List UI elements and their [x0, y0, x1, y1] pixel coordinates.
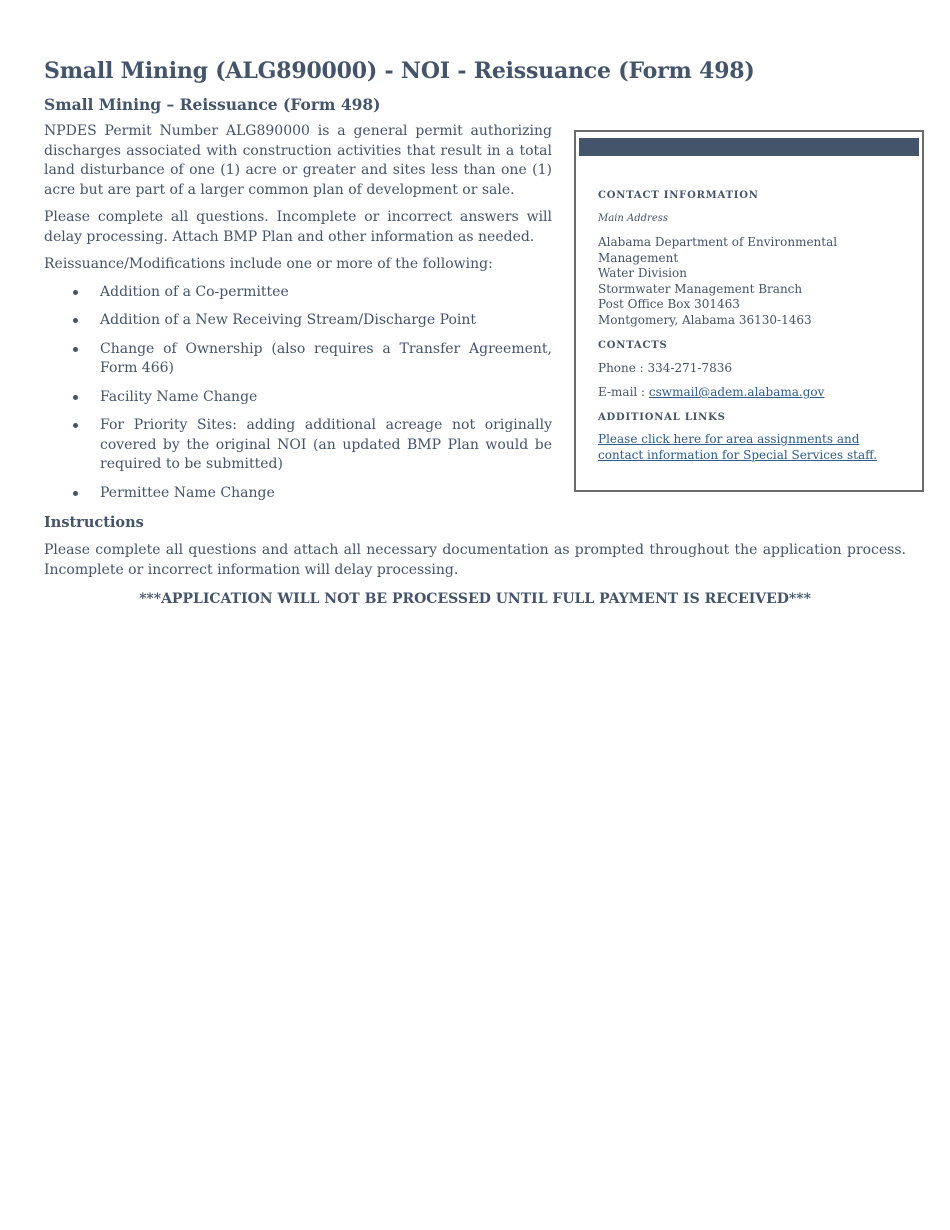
- address-line: Water Division: [598, 266, 687, 280]
- instructions-heading: Instructions: [44, 514, 144, 531]
- page-subtitle: Small Mining – Reissuance (Form 498): [44, 95, 381, 114]
- sidebar-header-bar: [579, 138, 919, 156]
- bullet-icon: [73, 347, 78, 352]
- payment-notice: ***APPLICATION WILL NOT BE PROCESSED UNTIL FULL PAYMENT IS RECEIVED***: [139, 591, 811, 607]
- list-item-text: Change of Ownership (also requires a Transfer Agreement, Form 466): [100, 340, 552, 376]
- list-item-text: Facility Name Change: [100, 388, 258, 405]
- list-item: [44, 388, 552, 408]
- list-item: [44, 416, 552, 475]
- bullet-icon: [73, 395, 78, 400]
- address-line: Alabama Department of Environmental Management: [598, 235, 838, 265]
- list-item-text: For Priority Sites: adding additional acreage not originally covered by the original NOI (an updated BMP Plan would be required to be submitted): [100, 417, 552, 472]
- main-address-label: Main Address: [598, 212, 669, 224]
- page-title: Small Mining (ALG890000) - NOI - Reissuance (Form 498): [44, 58, 755, 84]
- contact-sidebar: [574, 130, 924, 492]
- complete-paragraph: Please complete all questions. Incomplete or incorrect answers will delay processing. Attach BMP Plan and other information as needed.: [44, 209, 552, 245]
- email-link[interactable]: cswmail@adem.alabama.gov: [648, 385, 825, 399]
- list-item: [44, 484, 552, 504]
- bullet-icon: [73, 290, 78, 295]
- bullet-icon: [73, 423, 78, 428]
- address-line: Post Office Box 301463: [598, 297, 740, 311]
- list-item: [44, 311, 552, 331]
- list-item: [44, 283, 552, 303]
- address-line: Stormwater Management Branch: [598, 281, 803, 296]
- list-item-text: Permittee Name Change: [100, 484, 275, 501]
- sidebar-content: [598, 188, 904, 463]
- area-assignments-link[interactable]: Please click here for area assignments and contact information for Special Services staff.: [598, 432, 878, 462]
- phone-label: Phone :: [598, 360, 648, 375]
- reissuance-intro: Reissuance/Modifications include one or more of the following:: [44, 256, 493, 272]
- instructions-text: Please complete all questions and attach all necessary documentation as prompted throughout the application process. Incomplete or incorrect information will delay processing.: [44, 542, 906, 578]
- reissuance-list: [44, 283, 552, 504]
- bullet-icon: [73, 318, 78, 323]
- phone-value: 334-271-7836: [647, 360, 732, 375]
- additional-links-heading: ADDITIONAL LINKS: [598, 411, 726, 423]
- list-item: [44, 340, 552, 379]
- contact-heading: CONTACT INFORMATION: [598, 190, 759, 201]
- email-line: [598, 385, 904, 401]
- bullet-icon: [73, 491, 78, 496]
- main-content: [44, 122, 552, 503]
- address-line: Montgomery, Alabama 36130-1463: [598, 312, 812, 327]
- intro-paragraph: NPDES Permit Number ALG890000 is a general permit authorizing discharges associated with construction activities that result in a total land disturbance of one (1) acre or greater and sites less than one (1) acre but are part of a larger common plan of development or sale.: [44, 123, 552, 198]
- email-label: E-mail :: [598, 385, 649, 399]
- contacts-heading: CONTACTS: [598, 340, 668, 351]
- phone-line: [598, 361, 904, 377]
- main-address: [598, 235, 904, 328]
- list-item-text: Addition of a New Receiving Stream/Discharge Point: [100, 312, 476, 328]
- list-item-text: Addition of a Co-permittee: [100, 283, 289, 300]
